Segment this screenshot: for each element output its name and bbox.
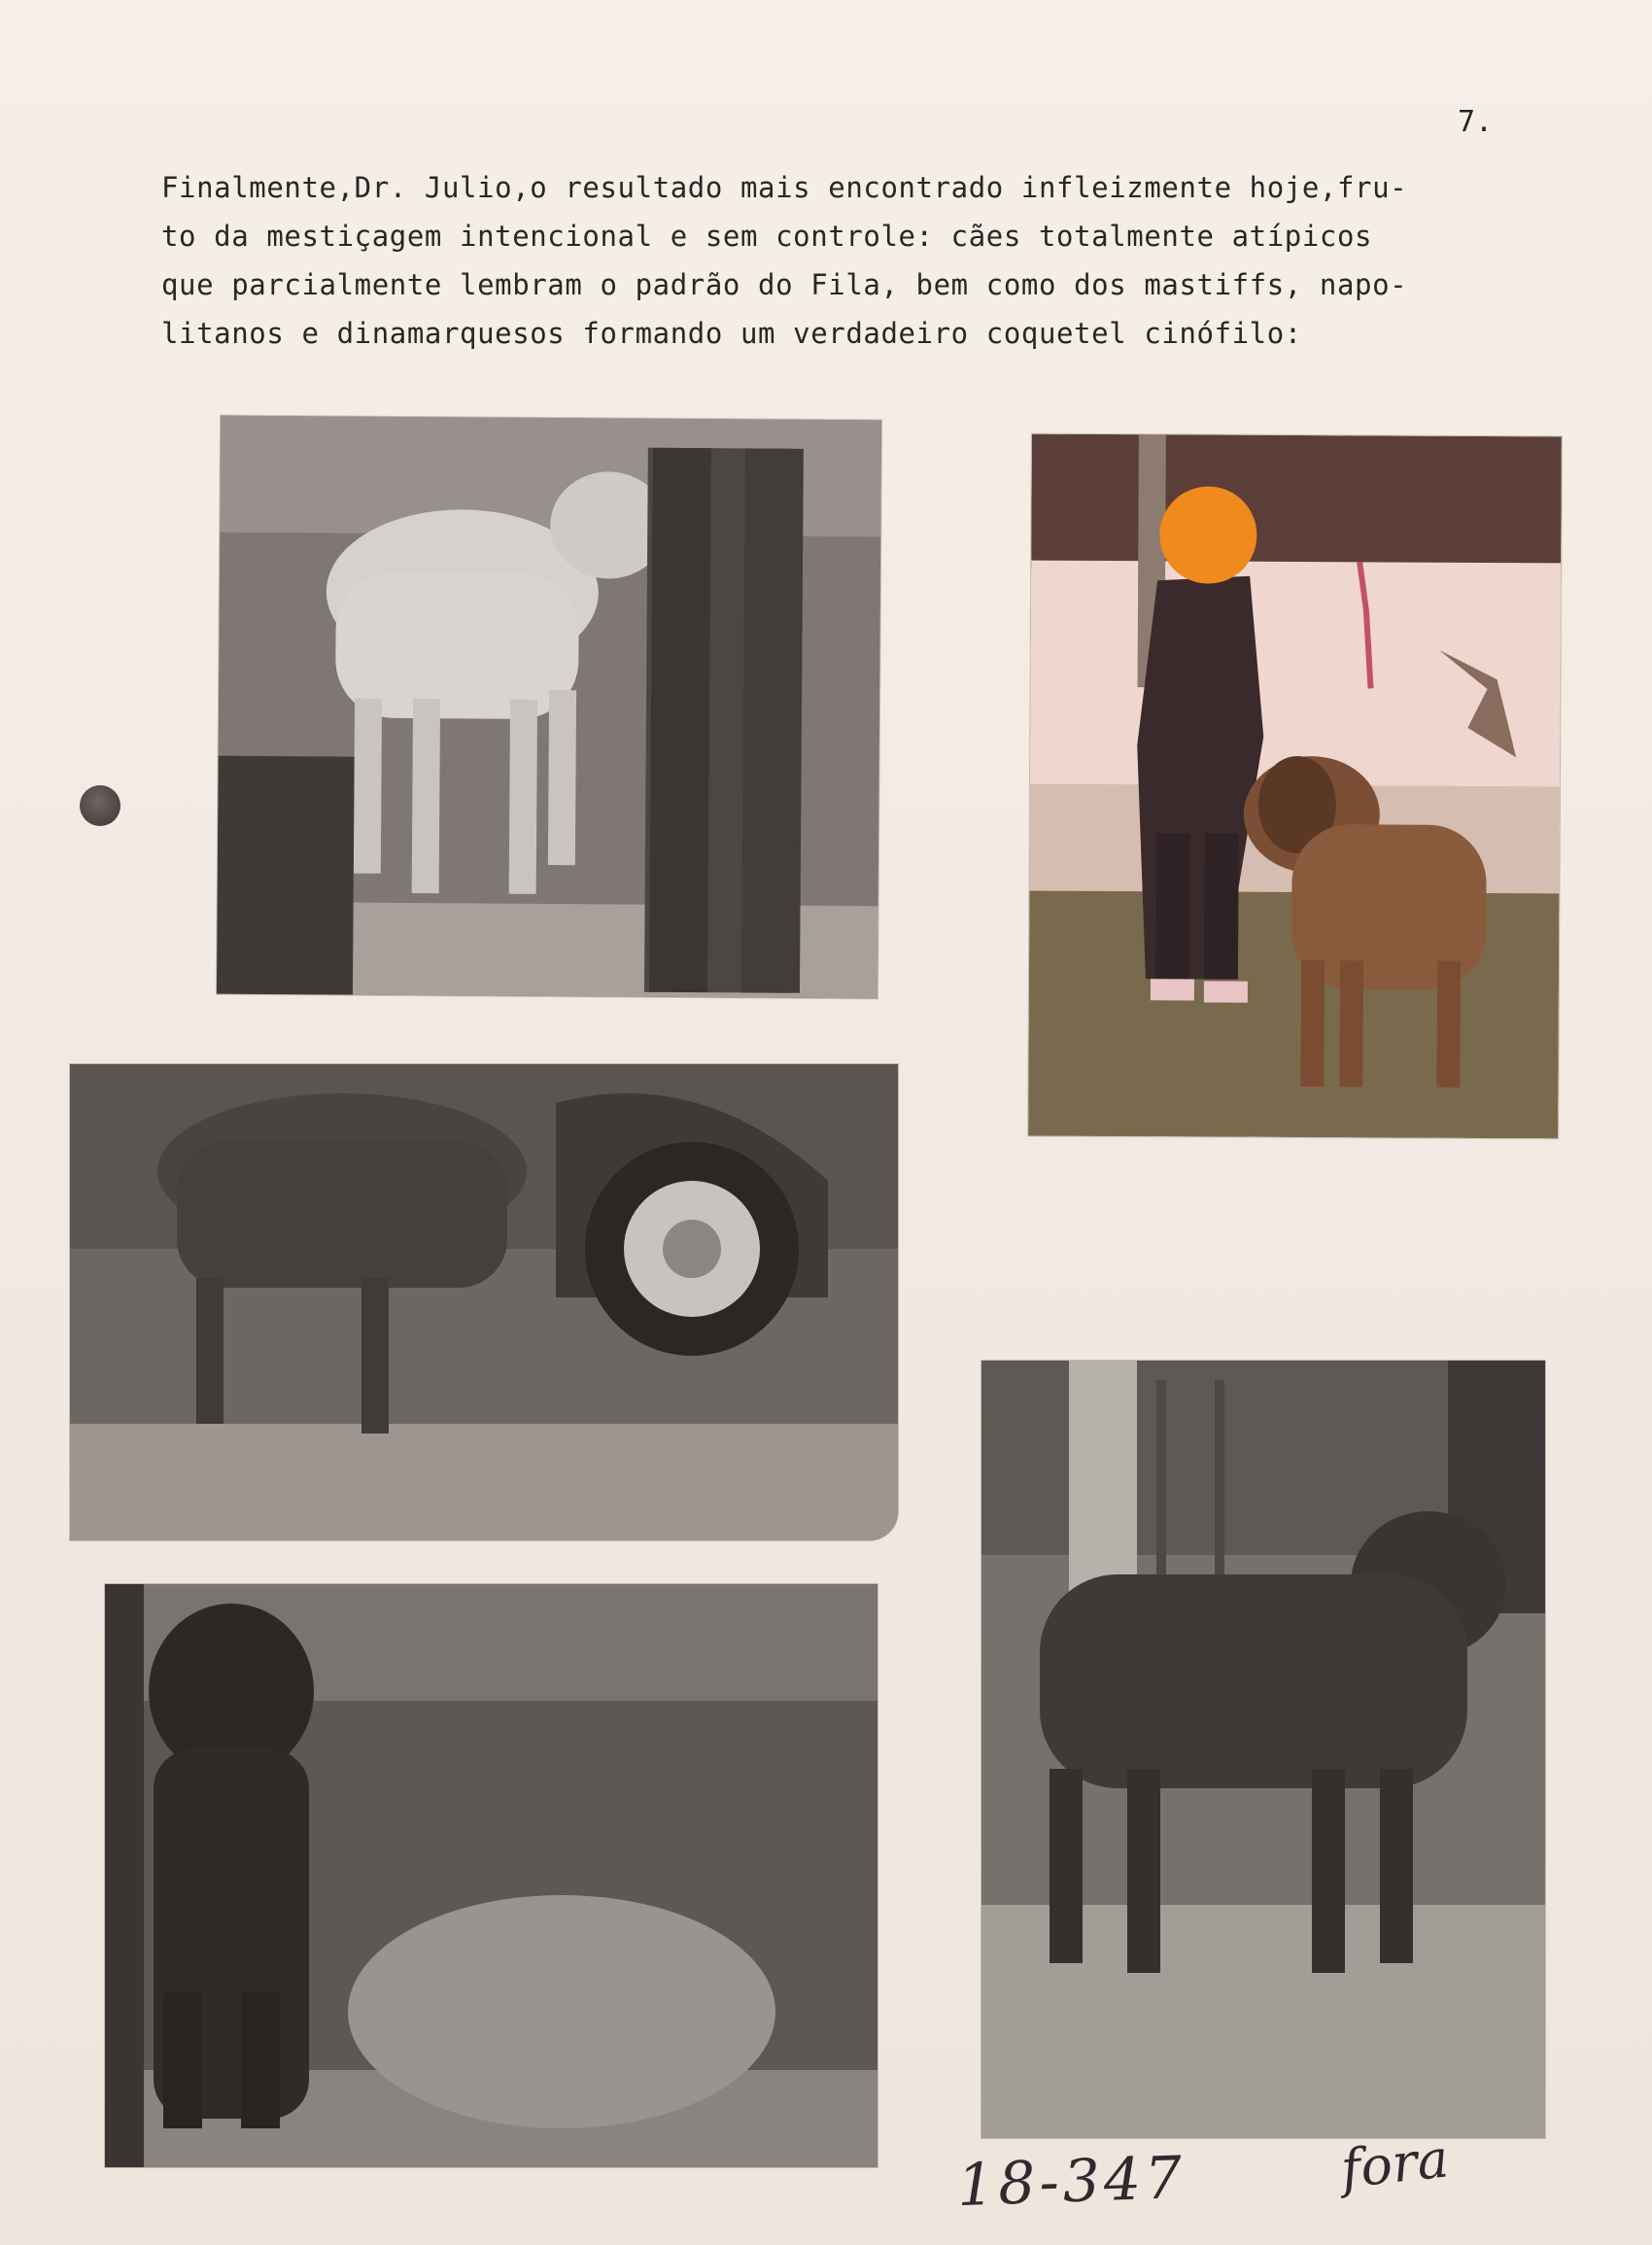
color-photo-illustration	[1028, 434, 1562, 1139]
dog-photo-illustration	[217, 416, 881, 999]
photo-bottom-left	[105, 1584, 878, 2167]
photo-middle-left	[70, 1064, 898, 1540]
photo-top-right	[1028, 434, 1562, 1139]
handwritten-signature: fora	[1338, 2127, 1452, 2200]
typed-paragraph	[161, 163, 1561, 358]
dog-car-illustration	[70, 1064, 898, 1540]
paragraph-line: que parcialmente lembram o padrão do Fila, bem como dos mastiffs, napo-	[161, 268, 1408, 301]
redaction-dot	[1159, 486, 1257, 584]
dog-yard-illustration	[981, 1361, 1545, 2138]
handwritten-number: 18-347	[955, 2143, 1187, 2221]
paragraph-line: Finalmente,Dr. Julio,o resultado mais encontrado infleizmente hoje,fru-	[161, 171, 1408, 204]
photo-bottom-right	[981, 1361, 1545, 2138]
dog-rock-illustration	[105, 1584, 878, 2167]
photo-top-left	[217, 416, 881, 999]
paragraph-line: to da mestiçagem intencional e sem controle: cães totalmente atípicos	[161, 220, 1373, 253]
punch-hole	[80, 785, 120, 826]
page-number: 7.	[1458, 105, 1494, 139]
paragraph-line: litanos e dinamarquesos formando um verdadeiro coquetel cinófilo:	[161, 317, 1302, 350]
